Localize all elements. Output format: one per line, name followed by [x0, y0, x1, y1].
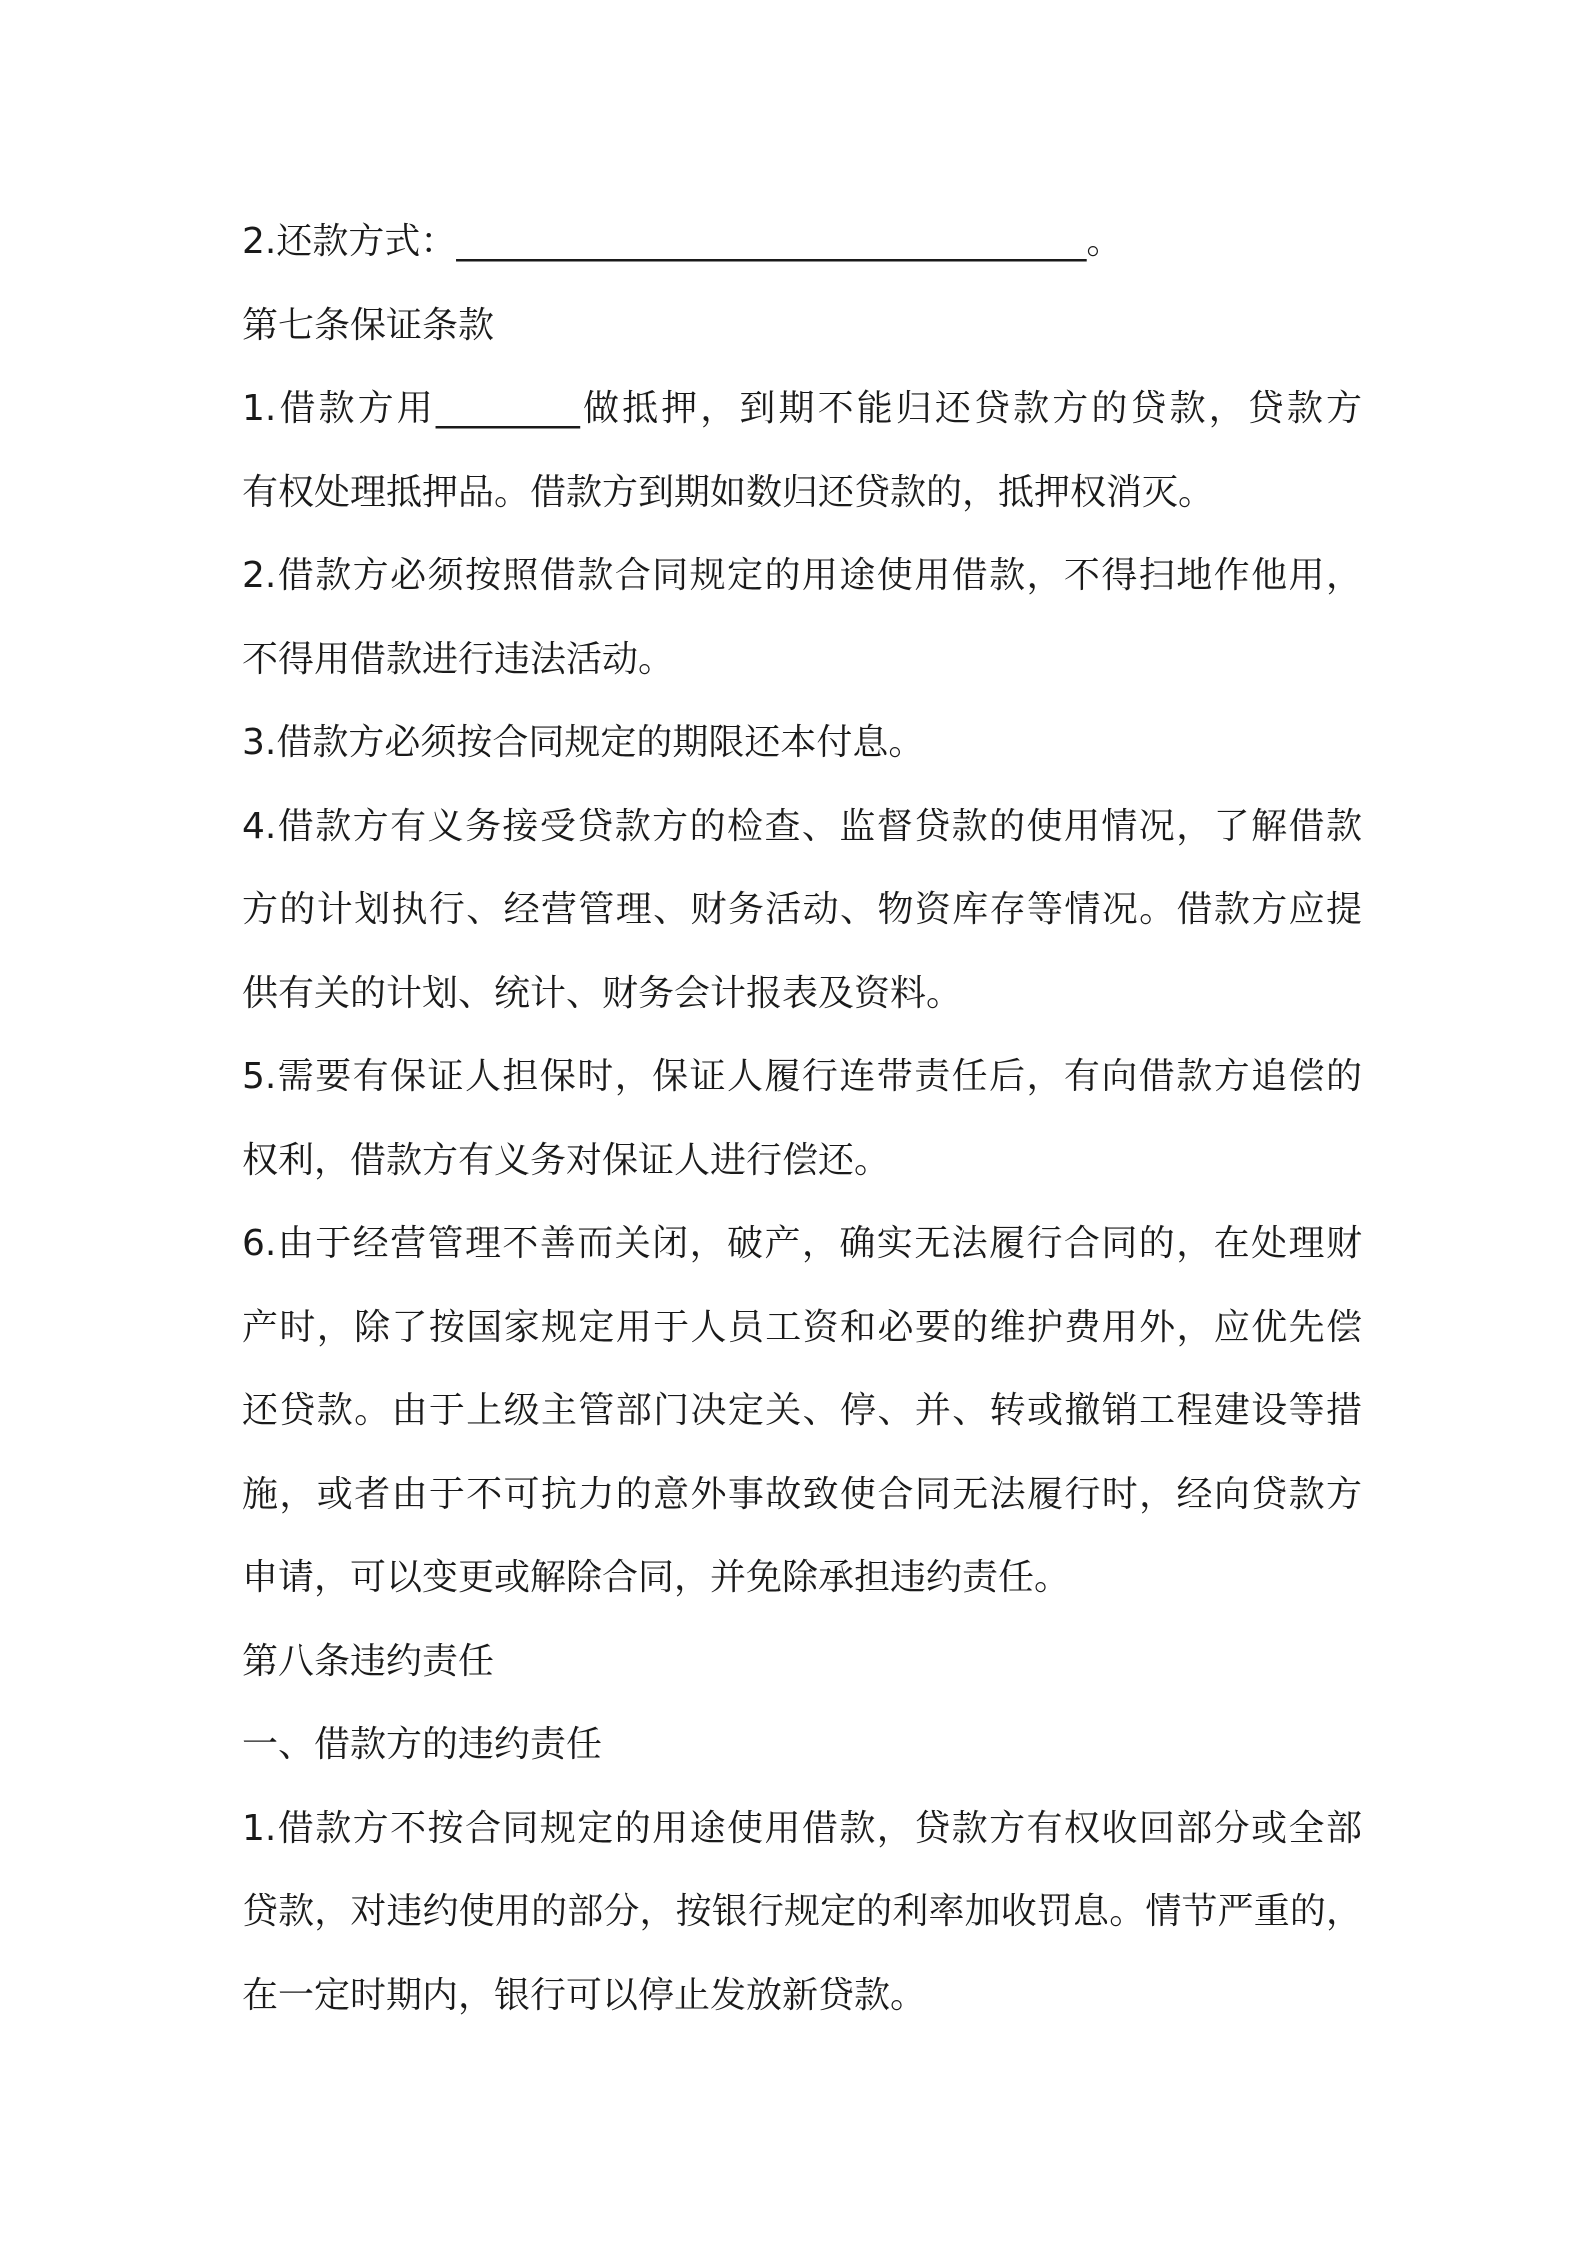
text-line: 在一定时期内，银行可以停止发放新贷款。 [242, 1974, 927, 2016]
text-line: 施，或者由于不可抗力的意外事故致使合同无法履行时，经向贷款方 [242, 1473, 1362, 1515]
article-7-title [242, 284, 1362, 368]
heading-line: 第七条保证条款 [242, 304, 495, 346]
text-line: 申请，可以变更或解除合同，并免除承担违约责任。 [242, 1557, 1071, 1598]
text-line: 产时，除了按国家规定用于人员工资和必要的维护费用外，应优先偿 [242, 1306, 1362, 1348]
article-7-clause-4 [242, 785, 1362, 1036]
text-line: 3.借款方必须按合同规定的期限还本付息。 [242, 722, 925, 763]
article-8-clause-1 [242, 1787, 1362, 2038]
text-line: 1.借款方不按合同规定的用途使用借款，贷款方有权收回部分或全部 [242, 1807, 1362, 1849]
article-7-clause-1 [242, 367, 1362, 534]
text-line: 2.还款方式：___________________________________。 [242, 221, 1123, 262]
text-line: 2.借款方必须按照借款合同规定的用途使用借款，不得扫地作他用， [242, 555, 1362, 596]
article-8-title [242, 1620, 1362, 1704]
text-line: 贷款，对违约使用的部分，按银行规定的利率加收罚息。情节严重的， [242, 1891, 1362, 1932]
document-page [242, 200, 1362, 2037]
article-7-clause-6 [242, 1202, 1362, 1620]
text-line: 方的计划执行、经营管理、财务活动、物资库存等情况。借款方应提 [242, 889, 1362, 930]
heading-line: 第八条违约责任 [242, 1640, 495, 1682]
text-line: 还贷款。由于上级主管部门决定关、停、并、转或撤销工程建设等措 [242, 1390, 1362, 1431]
text-line: 供有关的计划、统计、财务会计报表及资料。 [242, 972, 963, 1014]
text-line: 不得用借款进行违法活动。 [242, 638, 675, 680]
article-8-section-1-title [242, 1703, 1362, 1787]
text-line: 1.借款方用________做抵押，到期不能归还贷款方的贷款，贷款方 [242, 388, 1362, 429]
text-line: 6.由于经营管理不善而关闭，破产，确实无法履行合同的，在处理财 [242, 1223, 1362, 1264]
text-line: 4.借款方有义务接受贷款方的检查、监督贷款的使用情况，了解借款 [242, 805, 1362, 847]
article-7-clause-2 [242, 534, 1362, 701]
heading-line: 一、借款方的违约责任 [242, 1724, 603, 1765]
text-line: 有权处理抵押品。借款方到期如数归还贷款的，抵押权消灭。 [242, 471, 1215, 513]
article-7-clause-3 [242, 701, 1362, 785]
text-line: 5.需要有保证人担保时，保证人履行连带责任后，有向借款方追偿的 [242, 1056, 1362, 1097]
repayment-method-line [242, 200, 1362, 284]
article-7-clause-5 [242, 1035, 1362, 1202]
text-line: 权利，借款方有义务对保证人进行偿还。 [242, 1139, 891, 1181]
